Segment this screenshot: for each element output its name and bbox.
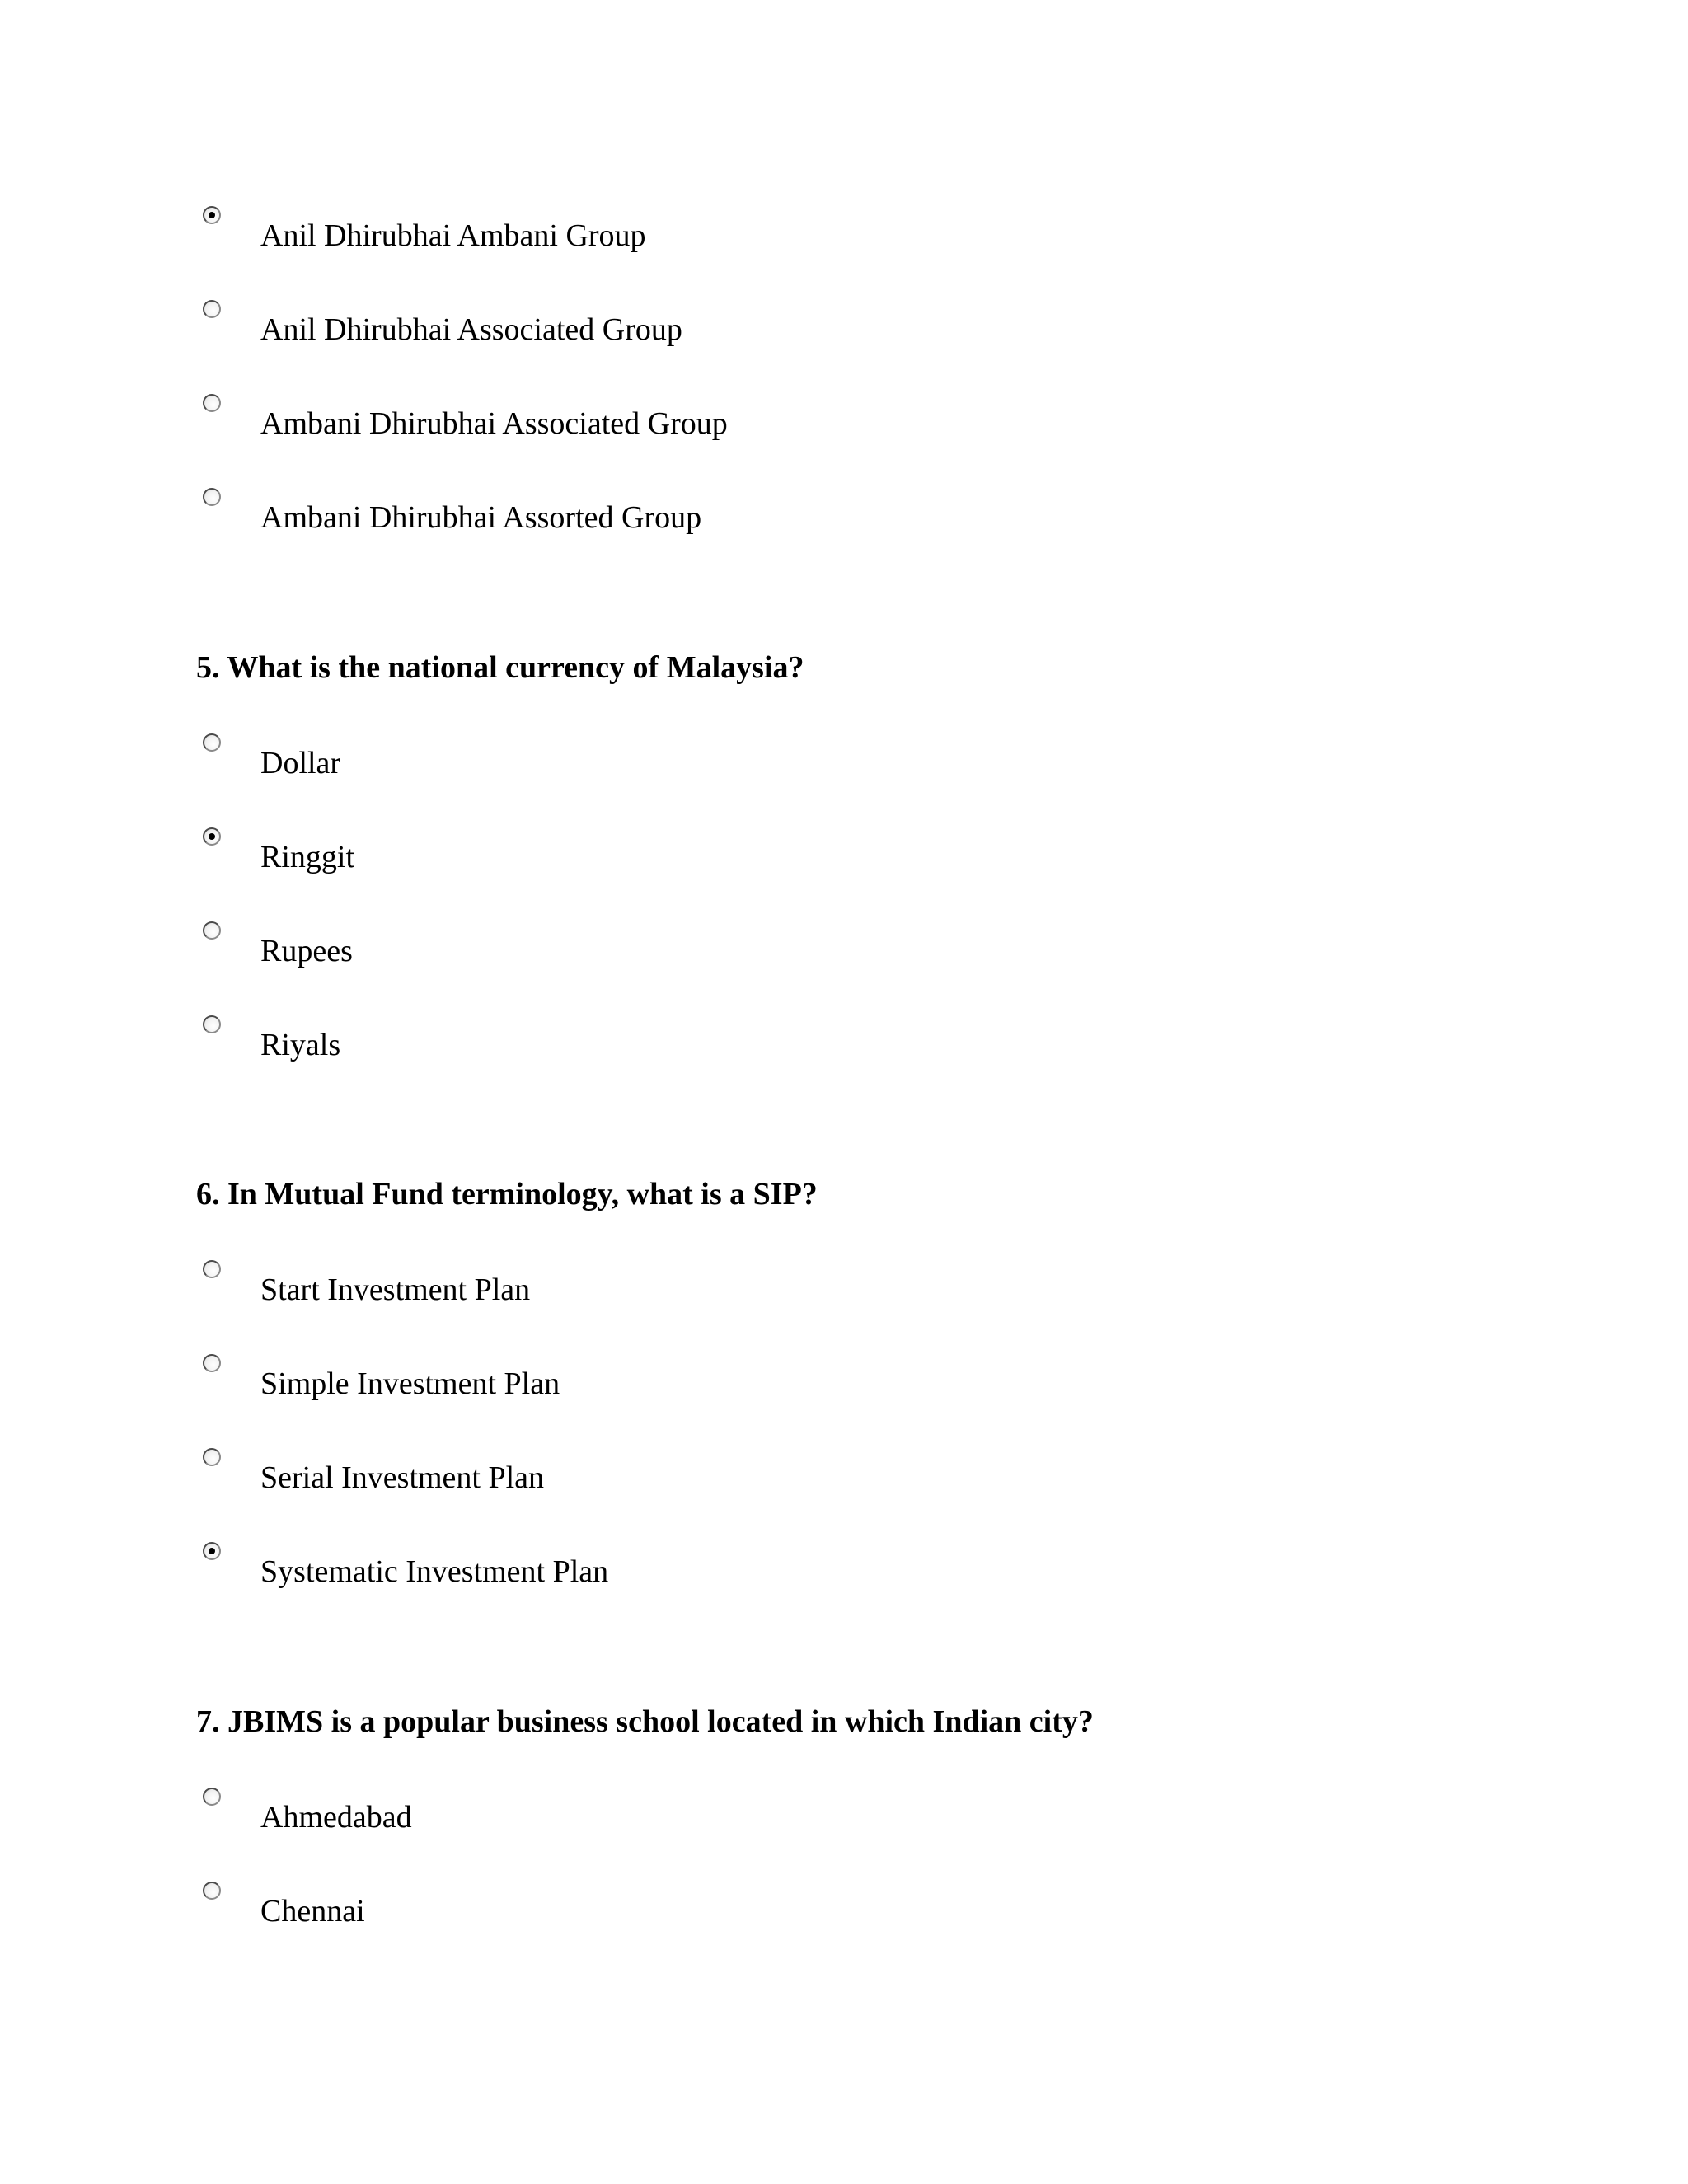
option-label: Anil Dhirubhai Ambani Group <box>260 218 646 253</box>
option-label: Riyals <box>260 1028 341 1062</box>
radio-button[interactable] <box>203 300 221 318</box>
radio-button[interactable] <box>203 921 221 940</box>
radio-button[interactable] <box>203 394 221 412</box>
option-label: Rupees <box>260 934 353 968</box>
radio-button[interactable] <box>203 1882 221 1900</box>
radio-button-selected[interactable] <box>203 1542 221 1560</box>
option-label: Ambani Dhirubhai Assorted Group <box>260 500 702 535</box>
option-simple-investment-plan[interactable] <box>195 1354 1184 1404</box>
question-5-text: 5. What is the national currency of Malaysia? <box>196 650 804 685</box>
option-label: Ahmedabad <box>260 1800 412 1835</box>
radio-button-selected[interactable] <box>203 206 221 224</box>
radio-button[interactable] <box>203 1788 221 1806</box>
option-anil-dhirubhai-associated-group[interactable] <box>195 300 1184 349</box>
radio-button[interactable] <box>203 1260 221 1278</box>
radio-button[interactable] <box>203 488 221 506</box>
option-serial-investment-plan[interactable] <box>195 1448 1184 1497</box>
option-label: Dollar <box>260 746 341 780</box>
option-label: Chennai <box>260 1894 365 1929</box>
option-rupees[interactable] <box>195 921 1184 971</box>
option-chennai[interactable] <box>195 1882 1184 1931</box>
option-start-investment-plan[interactable] <box>195 1260 1184 1310</box>
option-label: Simple Investment Plan <box>260 1366 560 1401</box>
option-label: Ringgit <box>260 840 355 874</box>
question-6-text: 6. In Mutual Fund terminology, what is a SIP? <box>196 1177 818 1212</box>
option-label: Systematic Investment Plan <box>260 1554 609 1589</box>
option-ambani-dhirubhai-associated-group[interactable] <box>195 394 1184 443</box>
radio-button-selected[interactable] <box>203 827 221 846</box>
option-systematic-investment-plan[interactable] <box>195 1542 1184 1591</box>
option-label: Start Investment Plan <box>260 1272 531 1307</box>
option-ahmedabad[interactable] <box>195 1788 1184 1837</box>
option-anil-dhirubhai-ambani-group[interactable] <box>195 206 1184 255</box>
option-ambani-dhirubhai-assorted-group[interactable] <box>195 488 1184 537</box>
option-label: Ambani Dhirubhai Associated Group <box>260 406 728 441</box>
option-dollar[interactable] <box>195 733 1184 783</box>
option-label: Anil Dhirubhai Associated Group <box>260 312 682 347</box>
radio-button[interactable] <box>203 1015 221 1033</box>
radio-button[interactable] <box>203 1354 221 1372</box>
option-riyals[interactable] <box>195 1015 1184 1065</box>
option-label: Serial Investment Plan <box>260 1460 545 1495</box>
radio-button[interactable] <box>203 1448 221 1466</box>
option-ringgit[interactable] <box>195 827 1184 877</box>
radio-button[interactable] <box>203 733 221 752</box>
question-7-text: 7. JBIMS is a popular business school located in which Indian city? <box>196 1704 1094 1739</box>
